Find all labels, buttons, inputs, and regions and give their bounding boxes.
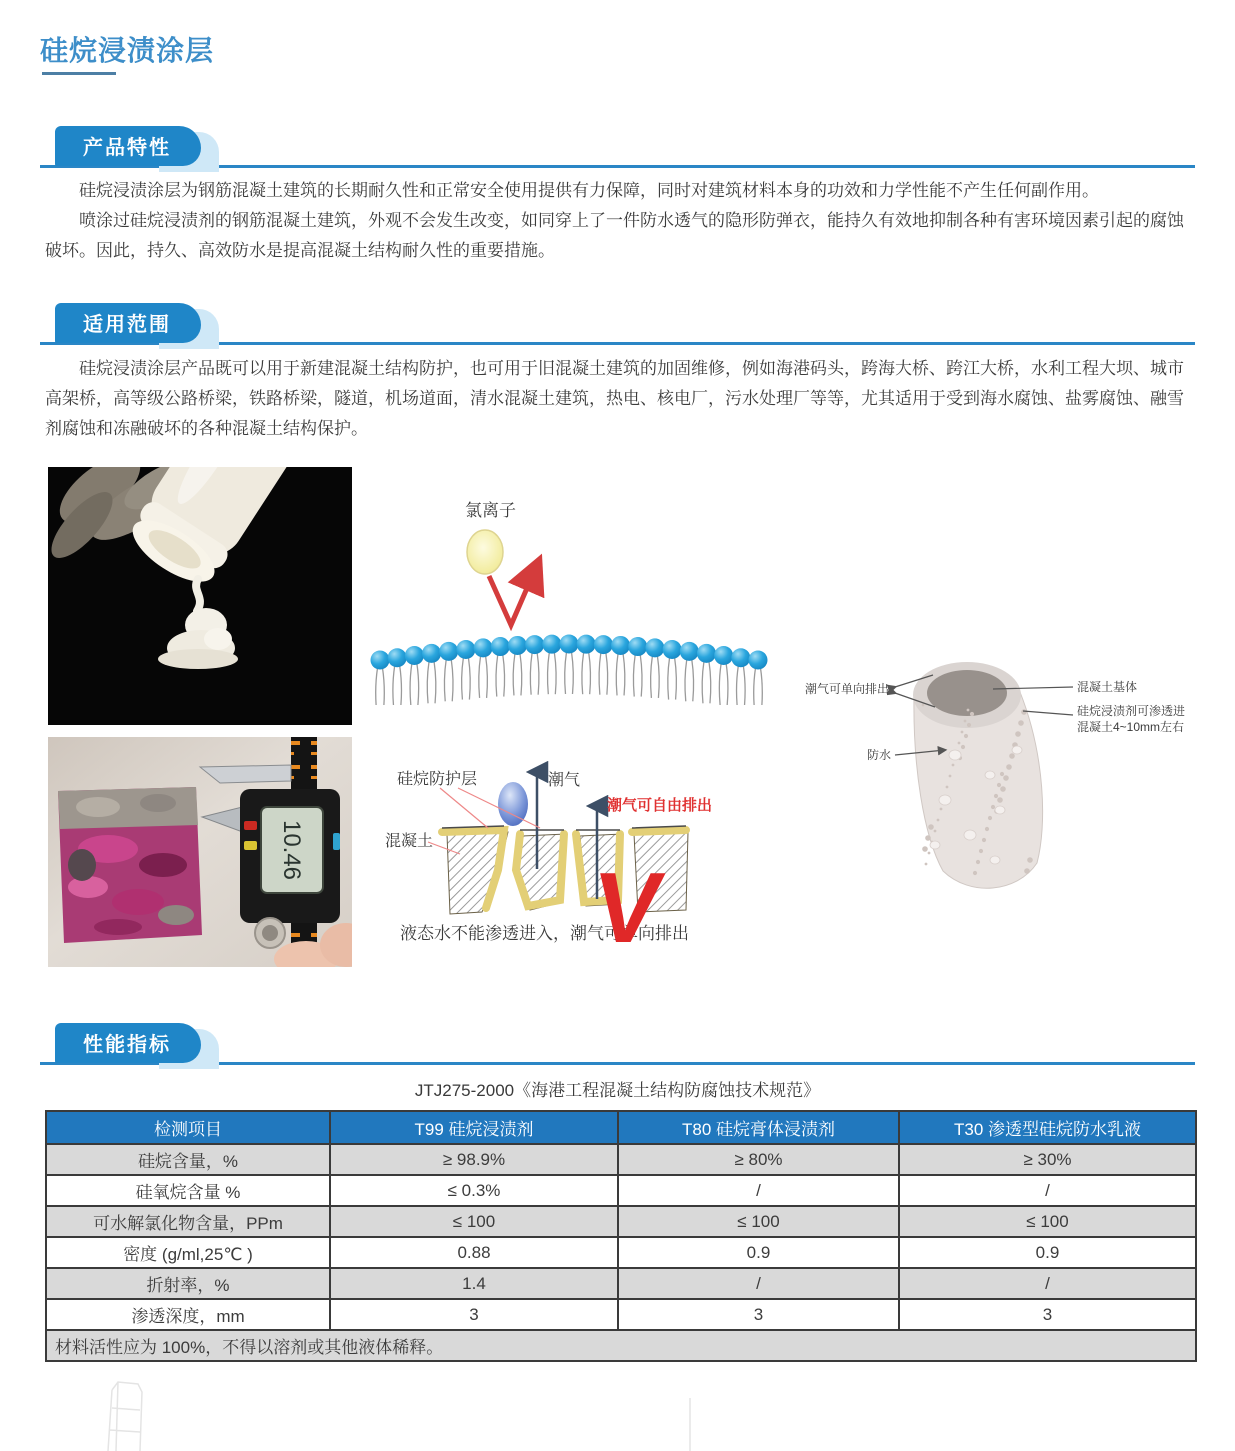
diagram-chloride-repulsion xyxy=(368,478,770,705)
section-heading-performance: 性能指标 xyxy=(55,1023,201,1063)
table-cell: / xyxy=(899,1175,1196,1206)
figure-gallery xyxy=(0,465,1235,990)
section-heading-features: 产品特性 xyxy=(55,126,201,166)
section-heading-scope: 适用范围 xyxy=(55,303,201,343)
table-cell: 硅烷含量，% xyxy=(46,1144,330,1175)
chloride-ion-ball xyxy=(467,530,503,574)
table-row xyxy=(46,1144,1196,1175)
table-header-row xyxy=(46,1111,1196,1144)
silane-layer-label: 硅烷防护层 xyxy=(397,771,478,788)
caliper-yellow-button xyxy=(244,841,257,850)
section-tab xyxy=(55,126,201,166)
photo-silane-cream-bottle xyxy=(48,467,352,725)
section-header-features xyxy=(40,128,1195,168)
table-cell: ≥ 98.9% xyxy=(330,1144,618,1175)
table-cell: 3 xyxy=(899,1299,1196,1330)
table-body xyxy=(46,1144,1196,1361)
caliper-blue-button xyxy=(333,833,340,850)
oneway-escape-label: 潮气可单向排出 xyxy=(805,682,890,696)
paragraph: 硅烷浸渍涂层为钢筋混凝土建筑的长期耐久性和正常安全使用提供有力保障，同时对建筑材料本身的功效和力学性能不产生任何副作用。 xyxy=(79,181,1099,200)
performance-table xyxy=(45,1110,1197,1362)
table-cell: 0.9 xyxy=(899,1237,1196,1268)
table-cell: 密度 (g/ml,25℃ ) xyxy=(46,1237,330,1268)
watermark-building-sketch xyxy=(0,1378,1235,1451)
table-cell: / xyxy=(618,1175,899,1206)
page-title: 硅烷浸渍涂层 xyxy=(40,34,215,66)
table-header-cell: T99 硅烷浸渍剂 xyxy=(330,1111,618,1144)
caliper-reading: 10.46 xyxy=(278,819,305,881)
chloride-ion-label: 氯离子 xyxy=(465,501,516,520)
penetration-label-line1: 硅烷浸渍剂可渗透进 xyxy=(1077,704,1186,718)
table-cell: ≤ 100 xyxy=(899,1206,1196,1237)
table-cell: / xyxy=(618,1268,899,1299)
table-cell: 3 xyxy=(618,1299,899,1330)
diagram-concrete-cylinder xyxy=(795,635,1195,927)
section-tab xyxy=(55,303,201,343)
paragraph: 喷涂过硅烷浸渍剂的钢筋混凝土建筑，外观不会发生改变，如同穿上了一件防水透气的隐形防弹衣，能持久有效地抑制各种有害环境因素引起的腐蚀破坏。因此，持久、高效防水是提高混凝土结构耐久性的重要措施。 xyxy=(45,211,1184,260)
table-header-cell: 检测项目 xyxy=(46,1111,330,1144)
table-row xyxy=(46,1206,1196,1237)
title-underline xyxy=(42,72,116,75)
table-cell: 1.4 xyxy=(330,1268,618,1299)
concrete-label: 混凝土 xyxy=(385,833,434,850)
table-row xyxy=(46,1175,1196,1206)
table-cell: 0.9 xyxy=(618,1237,899,1268)
features-paragraphs xyxy=(45,176,1193,266)
table-head xyxy=(46,1111,1196,1144)
table-cell: ≤ 0.3% xyxy=(330,1175,618,1206)
diagram-moisture-escape xyxy=(370,742,775,985)
table-caption: JTJ275-2000《海港工程混凝土结构防腐蚀技术规范》 xyxy=(414,1081,821,1100)
concrete-block xyxy=(58,787,202,943)
penetration-label-line2: 混凝土4~10mm左右 xyxy=(1077,720,1185,734)
table-row xyxy=(46,1299,1196,1330)
moisture-caption: 液态水不能渗透进入，潮气可单向排出 xyxy=(400,924,689,943)
table-cell: ≤ 100 xyxy=(330,1206,618,1237)
table-footnote: 材料活性应为 100%，不得以溶剂或其他液体稀释。 xyxy=(46,1330,1196,1361)
table-row xyxy=(46,1237,1196,1268)
waterproof-label: 防水 xyxy=(867,748,892,762)
section-header-scope xyxy=(40,305,1195,345)
check-mark: V xyxy=(586,852,670,964)
table-cell: 渗透深度，mm xyxy=(46,1299,330,1330)
table-cell: ≥ 30% xyxy=(899,1144,1196,1175)
paragraph: 硅烷浸渍涂层产品既可以用于新建混凝土结构防护，也可用于旧混凝土建筑的加固维修，例如海港码头，跨海大桥、跨江大桥，水利工程大坝、城市高架桥，高等级公路桥梁，铁路桥梁，隧道，机场道面，清水混凝土建筑，热电、核电厂，污水处理厂等等，尤其适用于受到海水腐蚀、盐雾腐蚀、融雪剂腐蚀和冻融破坏的各种混凝土结构保护。 xyxy=(45,359,1184,438)
table-cell: 0.88 xyxy=(330,1237,618,1268)
table-cell: ≥ 80% xyxy=(618,1144,899,1175)
photo-caliper-penetration-test xyxy=(48,737,352,967)
section-tab xyxy=(55,1023,201,1063)
table-cell: 可水解氯化物含量，PPm xyxy=(46,1206,330,1237)
section-header-performance xyxy=(40,1025,1195,1065)
free-escape-label: 潮气可自由排出 xyxy=(607,797,713,814)
table-cell: ≤ 100 xyxy=(618,1206,899,1237)
table-cell: 硅氧烷含量 % xyxy=(46,1175,330,1206)
table-cell: / xyxy=(899,1268,1196,1299)
caliper-red-button xyxy=(244,821,257,830)
cream-stream xyxy=(196,579,200,611)
table-cell: 折射率，% xyxy=(46,1268,330,1299)
table-cell: 3 xyxy=(330,1299,618,1330)
scope-paragraphs xyxy=(45,354,1193,444)
table-footnote-row xyxy=(46,1330,1196,1361)
table-header-cell: T80 硅烷膏体浸渍剂 xyxy=(618,1111,899,1144)
concrete-matrix-label: 混凝土基体 xyxy=(1077,680,1138,694)
table-header-cell: T30 渗透型硅烷防水乳液 xyxy=(899,1111,1196,1144)
moisture-label: 潮气 xyxy=(548,772,581,789)
table-row xyxy=(46,1268,1196,1299)
